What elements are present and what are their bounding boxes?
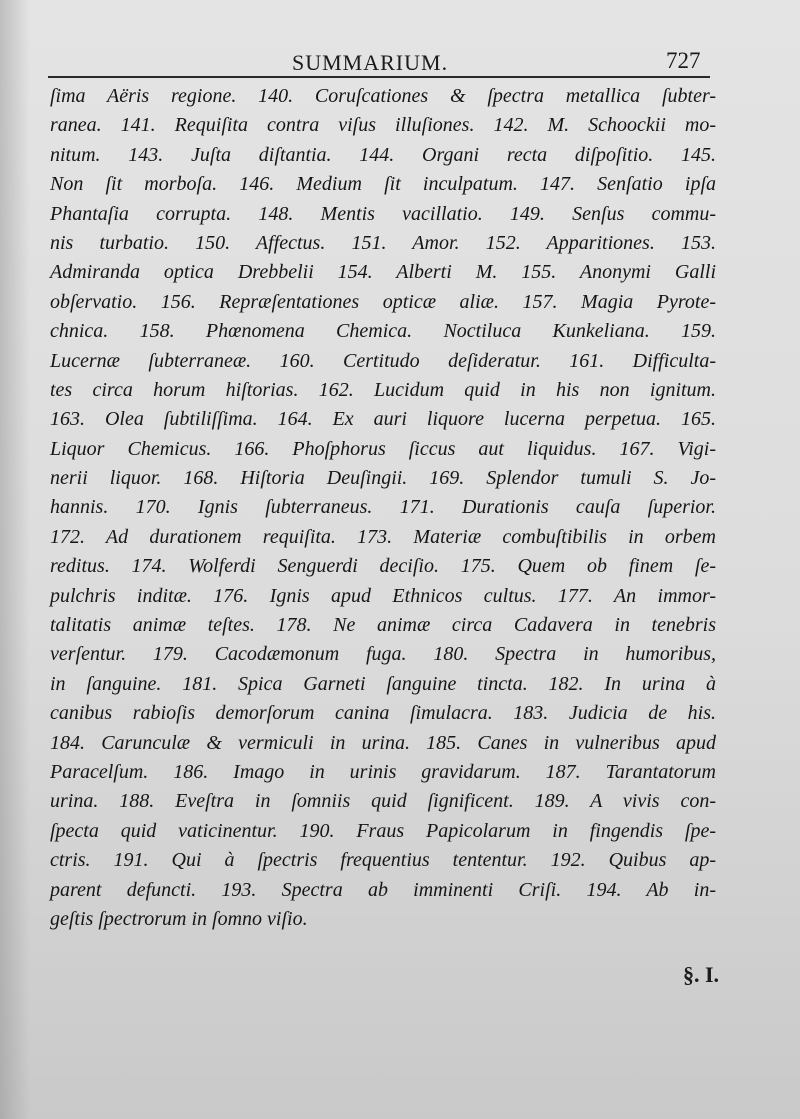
text-line: Lucernæ ſubterraneæ. 160. Certitudo deſideratur. 161. Difficulta- — [50, 349, 716, 372]
text-line: ſima Aëris regione. 140. Coruſcationes & ſpectra metallica ſubter- — [50, 85, 716, 107]
text-line: nitum. 143. Juſta diſtantia. 144. Organi recta diſpoſitio. 145. — [50, 143, 716, 166]
text-line: hannis. 170. Ignis ſubterraneus. 171. Durationis cauſa ſuperior. — [50, 496, 716, 519]
text-line: verſentur. 179. Cacodæmonum fuga. 180. Spectra in humoribus, — [50, 643, 716, 666]
text-line: pulchris inditæ. 176. Ignis apud Ethnicos cultus. 177. An immor- — [50, 584, 716, 607]
text-line: Phantaſia corrupta. 148. Mentis vacillatio. 149. Senſus commu- — [50, 202, 716, 225]
header-rule — [48, 76, 710, 78]
text-line: ctris. 191. Qui à ſpectris frequentius tententur. 192. Quibus ap- — [50, 849, 716, 872]
text-line: Non ſit morboſa. 146. Medium ſit inculpatum. 147. Senſatio ipſa — [50, 173, 716, 196]
page-number: 727 — [666, 48, 701, 73]
text-line: ſpecta quid vaticinentur. 190. Fraus Papicolarum in fingendis ſpe- — [50, 819, 716, 842]
catchword: §. I. — [683, 962, 720, 987]
text-line: 172. Ad durationem requiſita. 173. Materiæ combuſtibilis in orbem — [50, 525, 716, 548]
text-line: canibus rabioſis demorſorum canina ſimulacra. 183. Judicia de his. — [50, 702, 716, 725]
summary-text — [50, 82, 716, 934]
text-line: parent defuncti. 193. Spectra ab imminenti Criſi. 194. Ab in- — [50, 878, 716, 901]
text-line: geſtis ſpectrorum in ſomno viſio. — [50, 907, 308, 930]
text-line: obſervatio. 156. Repræſentationes opticæ aliæ. 157. Magia Pyrote- — [50, 290, 716, 313]
text-line: Admiranda optica Drebbelii 154. Alberti M. 155. Anonymi Galli — [50, 261, 716, 284]
text-line: talitatis animæ teſtes. 178. Ne animæ circa Cadavera in tenebris — [50, 614, 716, 637]
text-line: nerii liquor. 168. Hiſtoria Deuſingii. 169. Splendor tumuli S. Jo- — [50, 467, 716, 490]
text-line: chnica. 158. Phœnomena Chemica. Noctiluca Kunkeliana. 159. — [50, 320, 716, 343]
page-header — [0, 44, 800, 84]
text-line: 163. Olea ſubtiliſſima. 164. Ex auri liquore lucerna perpetua. 165. — [50, 408, 716, 431]
text-line: ranea. 141. Requiſita contra viſus illuſiones. 142. M. Schoockii mo- — [50, 114, 716, 137]
text-line: Liquor Chemicus. 166. Phoſphorus ſiccus aut liquidus. 167. Vigi- — [50, 437, 716, 460]
text-line: urina. 188. Eveſtra in ſomniis quid ſignificent. 189. A vivis con- — [50, 790, 716, 813]
running-head: SUMMARIUM. — [292, 50, 449, 75]
text-line: tes circa horum hiſtorias. 162. Lucidum quid in his non ignitum. — [50, 378, 716, 401]
text-line: 184. Carunculæ & vermiculi in urina. 185. Canes in vulneribus apud — [50, 731, 716, 754]
text-line: nis turbatio. 150. Affectus. 151. Amor. 152. Apparitiones. 153. — [50, 231, 716, 254]
text-line: Paracelſum. 186. Imago in urinis gravidarum. 187. Tarantatorum — [50, 760, 716, 783]
text-line: in ſanguine. 181. Spica Garneti ſanguine tincta. 182. In urina à — [50, 672, 716, 695]
gutter-shadow — [0, 0, 30, 1119]
text-line: reditus. 174. Wolferdi Senguerdi deciſio. 175. Quem ob finem ſe- — [50, 555, 716, 578]
